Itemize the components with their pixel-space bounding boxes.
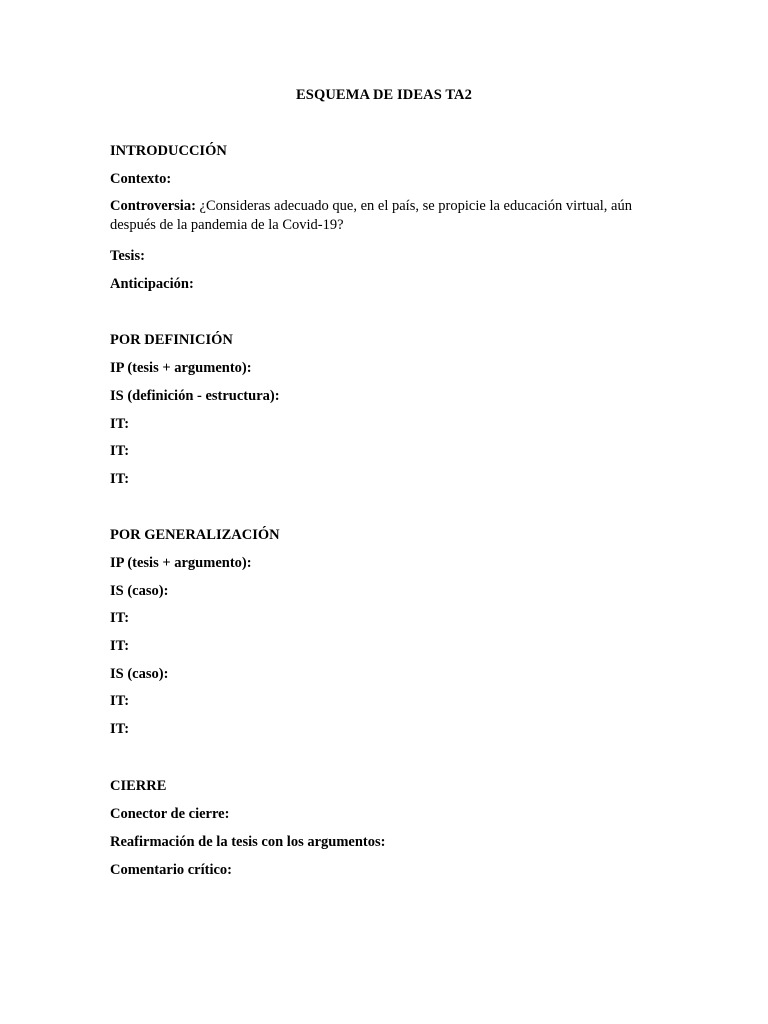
controversia-text-1: ¿Consideras adecuado que, en el país, se propicie la educación virtual, aún [195,198,632,214]
label-gen-it-2: IT: [110,638,130,654]
label-conector: Conector de cierre: [110,806,230,822]
heading-por-definicion: POR DEFINICIÓN [110,332,233,348]
label-def-ip: IP (tesis + argumento): [110,360,252,376]
controversia-paragraph [110,197,670,235]
controversia-line-1 [110,197,670,216]
label-comentario: Comentario crítico: [110,862,232,878]
heading-introduccion: INTRODUCCIÓN [110,143,227,159]
label-gen-it-1: IT: [110,610,130,626]
heading-por-generalizacion: POR GENERALIZACIÓN [110,527,280,543]
heading-cierre: CIERRE [110,778,167,794]
label-def-it-2: IT: [110,443,130,459]
label-gen-is-1: IS (caso): [110,583,169,599]
label-gen-it-4: IT: [110,721,130,737]
label-tesis: Tesis: [110,248,145,264]
label-def-is: IS (definición - estructura): [110,388,280,404]
document-title: ESQUEMA DE IDEAS TA2 [296,87,472,103]
label-reafirmacion: Reafirmación de la tesis con los argumentos: [110,834,386,850]
label-def-it-3: IT: [110,471,130,487]
label-anticipacion: Anticipación: [110,276,194,292]
label-def-it-1: IT: [110,416,130,432]
controversia-text-2: después de la pandemia de la Covid-19? [110,217,344,233]
label-gen-is-2: IS (caso): [110,666,169,682]
label-gen-it-3: IT: [110,693,130,709]
label-contexto: Contexto: [110,171,172,187]
label-gen-ip: IP (tesis + argumento): [110,555,252,571]
label-controversia: Controversia: [110,198,196,214]
